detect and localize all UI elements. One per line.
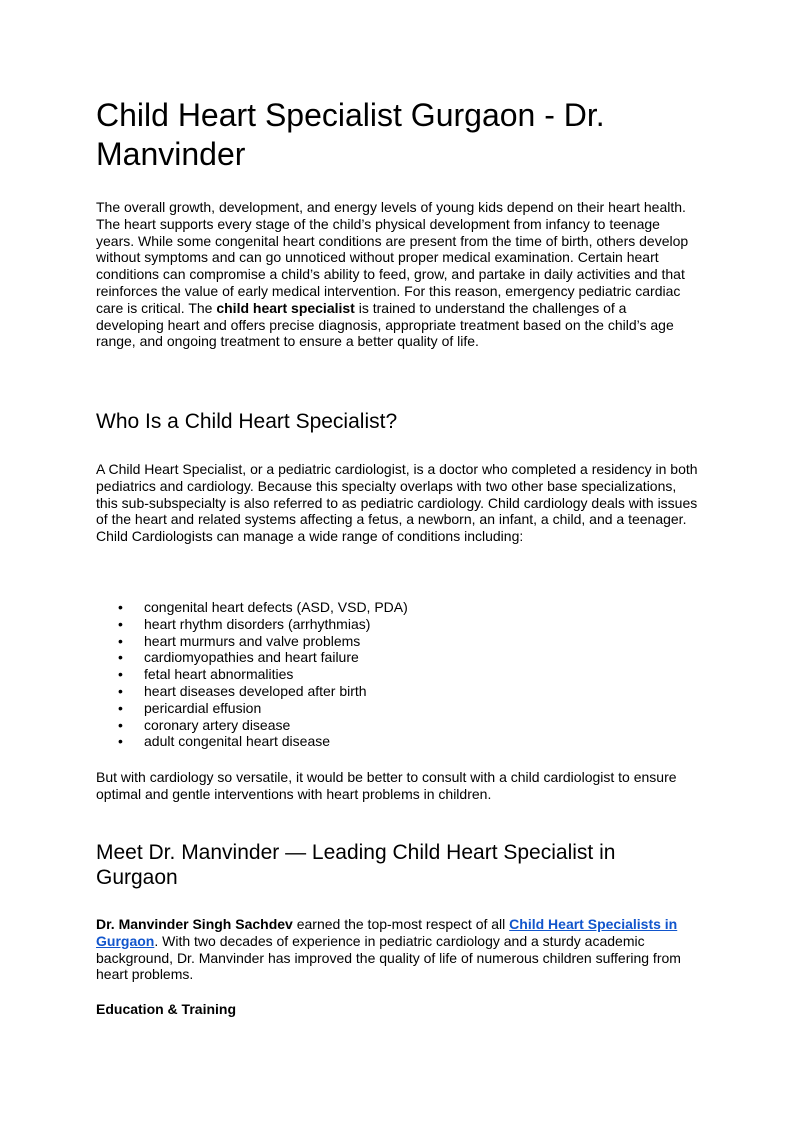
child-heart-specialists-link[interactable]: Child Heart Specialists in Gurgaon [96, 916, 678, 949]
bullet-icon: • [118, 649, 123, 666]
bullet-icon: • [118, 615, 123, 632]
condition-text: heart murmurs and valve problems [144, 632, 361, 649]
condition-list-item [96, 683, 698, 700]
condition-list-item [96, 599, 698, 616]
section-meet-heading: Meet Dr. Manvinder — Leading Child Heart Specialist in Gurgaon [96, 841, 616, 889]
condition-text: pericardial effusion [144, 699, 262, 716]
bullet-icon: • [118, 599, 123, 615]
bullet-icon: • [118, 699, 123, 716]
condition-list-item [96, 733, 698, 750]
bullet-icon: • [118, 682, 123, 699]
page-title: Child Heart Specialist Gurgaon - Dr. Manvinder [96, 97, 605, 172]
bullet-icon: • [118, 632, 123, 649]
section-who-heading: Who Is a Child Heart Specialist? [96, 410, 398, 433]
condition-list-item [96, 633, 698, 650]
condition-list-item [96, 700, 698, 717]
bullet-icon: • [118, 666, 123, 683]
condition-list-item [96, 616, 698, 633]
intro-text-start: The overall growth, development, and energy levels of young kids depend on their heart health. The heart supports every stage of the child’s physical development from infancy to teenage years. While some congenital heart conditions are present from the time of birth, others develop without symptoms and can go unnoticed without proper medical examination. Certain heart conditions can compromise a child’s ability to feed, grow, and partake in daily activities and that reinforces the value of early medical intervention. For this reason, emergency pediatric cardiac care is critical. The [96, 199, 689, 316]
section-meet-paragraph [96, 916, 698, 983]
condition-text: congenital heart defects (ASD, VSD, PDA) [144, 599, 408, 615]
education-subheading [96, 1001, 698, 1018]
intro-bold-term: child heart specialist [216, 299, 355, 316]
condition-text: heart rhythm disorders (arrhythmias) [144, 615, 371, 632]
intro-text-end: is trained to understand the challenges of a developing heart and offers precise diagnosis, appropriate treatment based on the child’s age range, and ongoing treatment to ensure a better quality of life. [96, 299, 674, 350]
condition-text: cardiomyopathies and heart failure [144, 649, 359, 666]
condition-list-item [96, 649, 698, 666]
condition-text: heart diseases developed after birth [144, 682, 367, 699]
meet-text-before-link: earned the top-most respect of all [292, 916, 510, 932]
condition-text: adult congenital heart disease [144, 733, 331, 750]
bullet-icon: • [118, 716, 123, 733]
bullet-icon: • [118, 733, 123, 750]
section-who-paragraph: A Child Heart Specialist, or a pediatric cardiologist, is a doctor who completed a residency in both pediatrics and cardiology. Because this specialty overlaps with two other base specializations, this sub-subspecialty is also referred to as pediatric cardiology. Child cardiology deals with issues of the heart and related systems affecting a fetus, a newborn, an infant, a child, and a teenager. Child Cardiologists can manage a wide range of conditions including: [96, 461, 698, 545]
education-subheading-text: Education & Training [96, 1001, 237, 1017]
condition-list-item [96, 717, 698, 734]
condition-text: fetal heart abnormalities [144, 666, 294, 683]
condition-list-item [96, 666, 698, 683]
section-who-closing: But with cardiology so versatile, it would be better to consult with a child cardiologist to ensure optimal and gentle interventions with heart problems in children. [96, 769, 677, 802]
conditions-list [96, 599, 698, 750]
doctor-name: Dr. Manvinder Singh Sachdev [96, 916, 293, 932]
condition-text: coronary artery disease [144, 716, 291, 733]
meet-text-after-link: . With two decades of experience in pediatric cardiology and a sturdy academic background, Dr. Manvinder has improved the quality of life of numerous children suffering from heart problems. [96, 932, 681, 983]
intro-paragraph [96, 199, 698, 350]
